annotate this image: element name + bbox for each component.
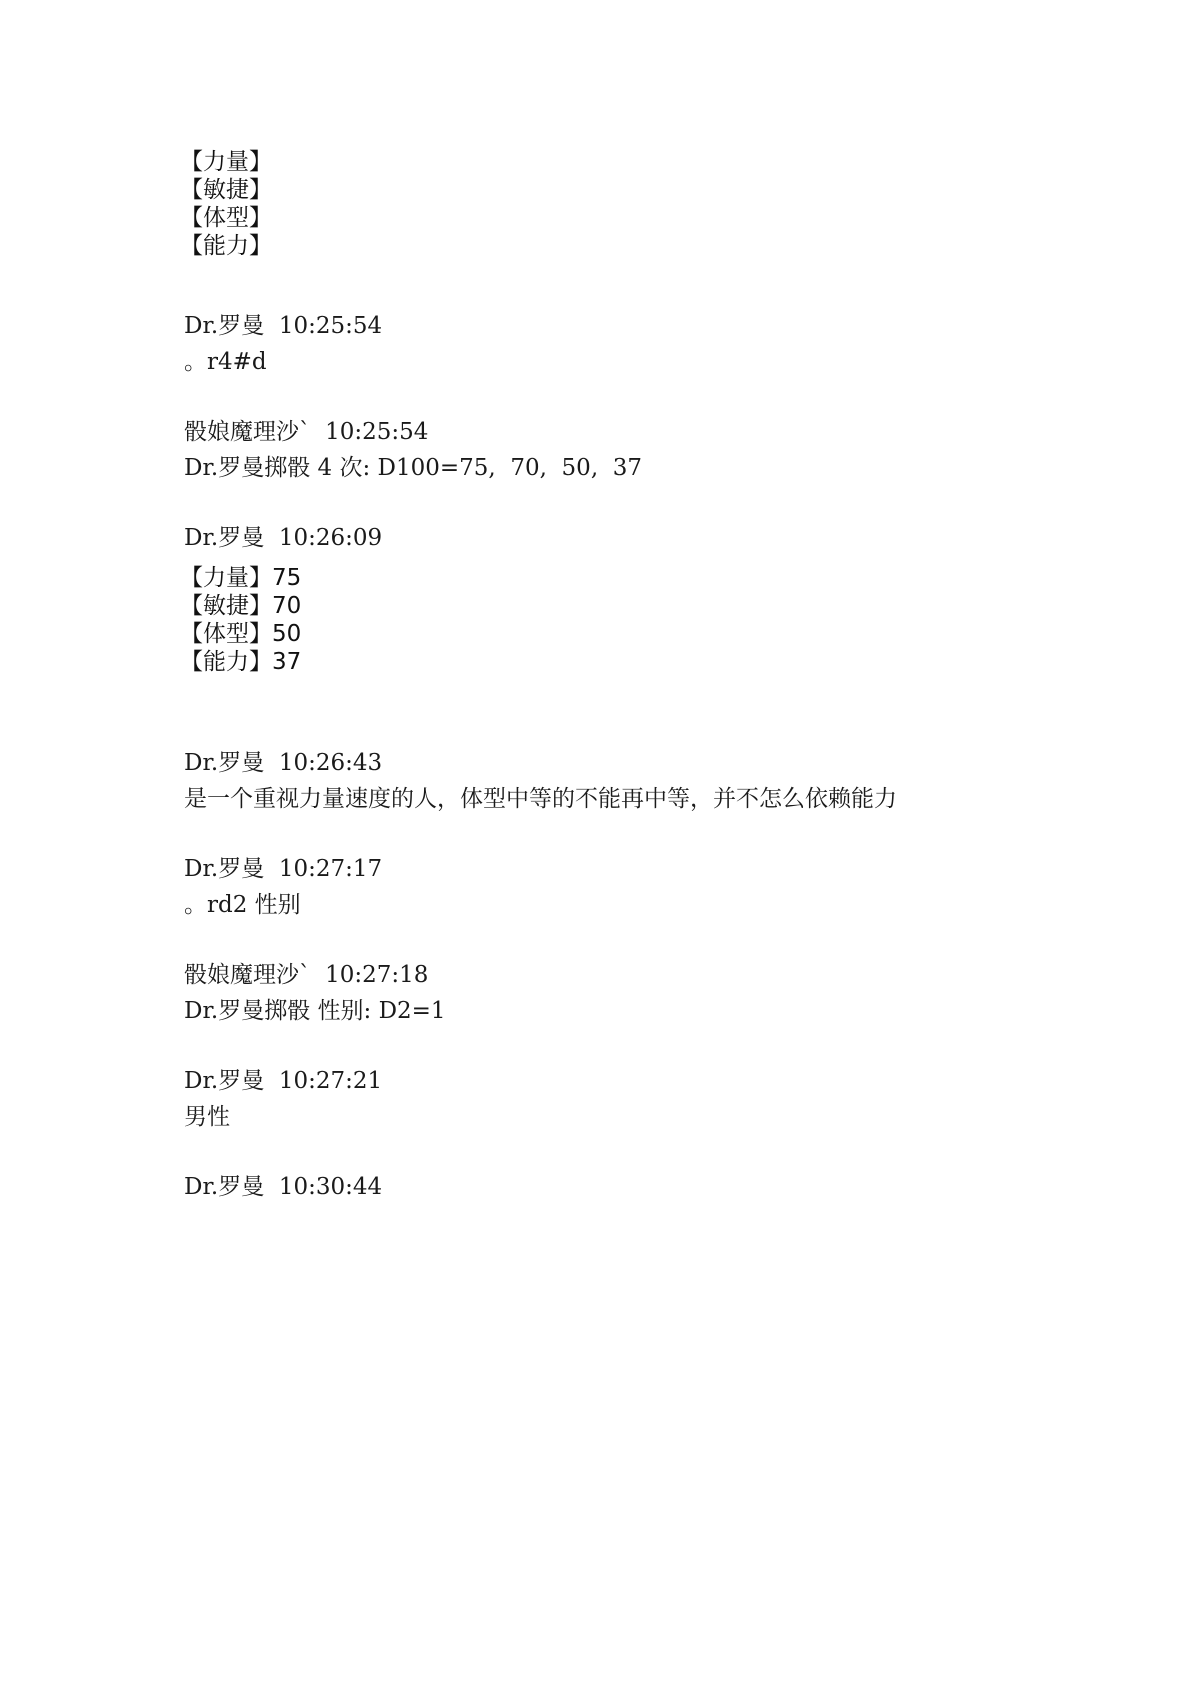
stat-row-agility — [180, 592, 301, 620]
message-body: 男性 — [184, 1104, 230, 1130]
message-header: Dr.罗曼 10:26:43 — [184, 750, 383, 776]
stat-row-ability — [180, 648, 301, 676]
message-header: Dr.罗曼 10:27:21 — [184, 1068, 383, 1094]
message-body: 是一个重视力量速度的人，体型中等的不能再中等，并不怎么依赖能力 — [184, 786, 897, 812]
message-header: Dr.罗曼 10:25:54 — [184, 313, 383, 339]
message-body: 。r4#d — [184, 349, 267, 375]
message-header: Dr.罗曼 10:27:17 — [184, 856, 383, 882]
stat-label-size: 【体型】 — [180, 205, 272, 231]
stat-label: 【能力】 — [180, 649, 272, 675]
stat-label-strength: 【力量】 — [180, 149, 272, 175]
stat-value: 37 — [272, 649, 302, 675]
stat-value: 75 — [272, 565, 302, 591]
message-header: Dr.罗曼 10:26:09 — [184, 525, 383, 551]
message-header: 骰娘魔理沙` 10:25:54 — [184, 419, 429, 445]
stat-value: 50 — [272, 621, 302, 647]
stat-value: 70 — [272, 593, 302, 619]
stat-label: 【敏捷】 — [180, 593, 272, 619]
message-header: Dr.罗曼 10:30:44 — [184, 1174, 383, 1200]
message-body: Dr.罗曼掷骰 性别: D2=1 — [184, 998, 446, 1024]
stat-label: 【体型】 — [180, 621, 272, 647]
message-body: 。rd2 性别 — [184, 892, 301, 918]
stat-row-strength — [180, 564, 301, 592]
stat-label-ability: 【能力】 — [180, 233, 272, 259]
stat-label: 【力量】 — [180, 565, 272, 591]
message-header: 骰娘魔理沙` 10:27:18 — [184, 962, 429, 988]
stat-label-agility: 【敏捷】 — [180, 177, 272, 203]
message-body: Dr.罗曼掷骰 4 次: D100=75, 70, 50, 37 — [184, 455, 643, 481]
stat-row-size — [180, 620, 301, 648]
